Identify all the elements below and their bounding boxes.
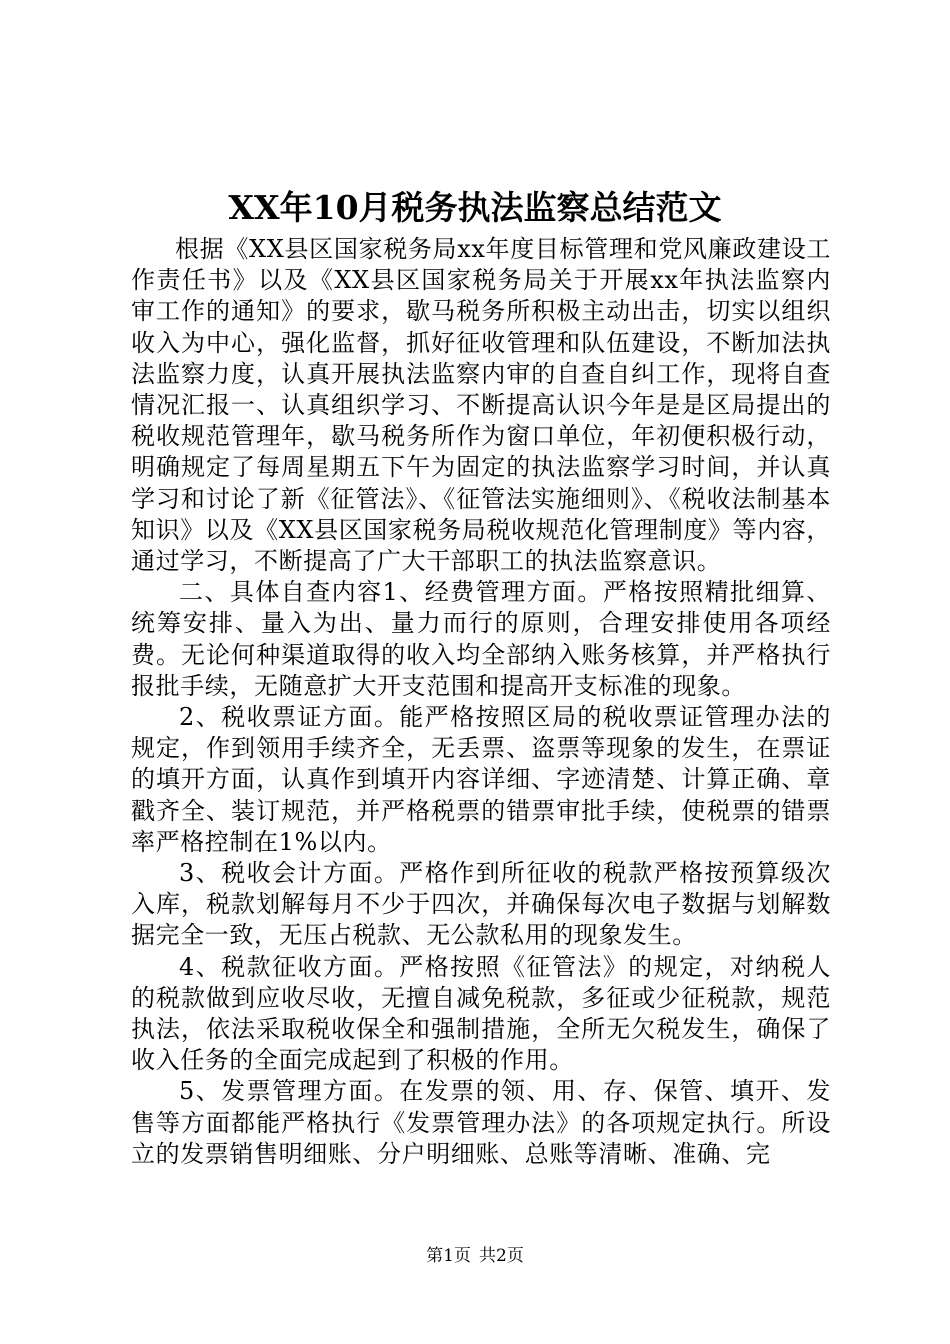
paragraph-intro: 根据《XX县区国家税务局xx年度目标管理和党风廉政建设工作责任书》以及《XX县区国家税务局关于开展xx年执法监察内审工作的通知》的要求，歇马税务所积极主动出击，切实以组织收入为中心，强化监督，抓好征收管理和队伍建设，不断加法执法监察力度，认真开展执法监察内审的自查自纠工作，现将自查情况汇报一、认真组织学习、不断提高认识今年是是区局提出的税收规范管理年，歇马税务所作为窗口单位，年初便积极行动，明确规定了每周星期五下午为固定的执法监察学习时间，并认真学习和讨论了新《征管法》、《征管法实施细则》、《税收法制基本知识》以及《XX县区国家税务局税收规范化管理制度》等内容，通过学习，不断提高了广大干部职工的执法监察意识。 — [131, 235, 831, 576]
document-title: XX年10月税务执法监察总结范文 — [228, 188, 722, 227]
page-number: 第1页 — [426, 1246, 471, 1266]
paragraph-section-2: 二、具体自查内容1、经费管理方面。严格按照精批细算、统筹安排、量入为出、量力而行的原则，合理安排使用各项经费。无论何种渠道取得的收入均全部纳入账务核算，并严格执行报批手续，无随意扩大开支范围和提高开支标准的现象。 — [131, 578, 831, 700]
page-total: 共2页 — [479, 1246, 524, 1266]
document-body — [131, 234, 831, 1170]
paragraph-tax-receipts: 2、税收票证方面。能严格按照区局的税收票证管理办法的规定，作到领用手续齐全，无丢票、盗票等现象的发生，在票证的填开方面，认真作到填开内容详细、字迹清楚、计算正确、章戳齐全、装订规范，并严格税票的错票审批手续，使税票的错票率严格控制在1%以内。 — [131, 703, 831, 856]
paragraph-invoice-management: 5、发票管理方面。在发票的领、用、存、保管、填开、发售等方面都能严格执行《发票管理办法》的各项规定执行。所设立的发票销售明细账、分户明细账、总账等清晰、准确、完 — [131, 1077, 831, 1168]
paragraph-tax-accounting: 3、税收会计方面。严格作到所征收的税款严格按预算级次入库，税款划解每月不少于四次，并确保每次电子数据与划解数据完全一致，无压占税款、无公款私用的现象发生。 — [131, 859, 831, 950]
paragraph-tax-collection: 4、税款征收方面。严格按照《征管法》的规定，对纳税人的税款做到应收尽收，无擅自减免税款，多征或少征税款，规范执法，依法采取税收保全和强制措施，全所无欠税发生，确保了收入任务的全面完成起到了积极的作用。 — [131, 952, 831, 1075]
page-footer — [0, 1244, 950, 1268]
